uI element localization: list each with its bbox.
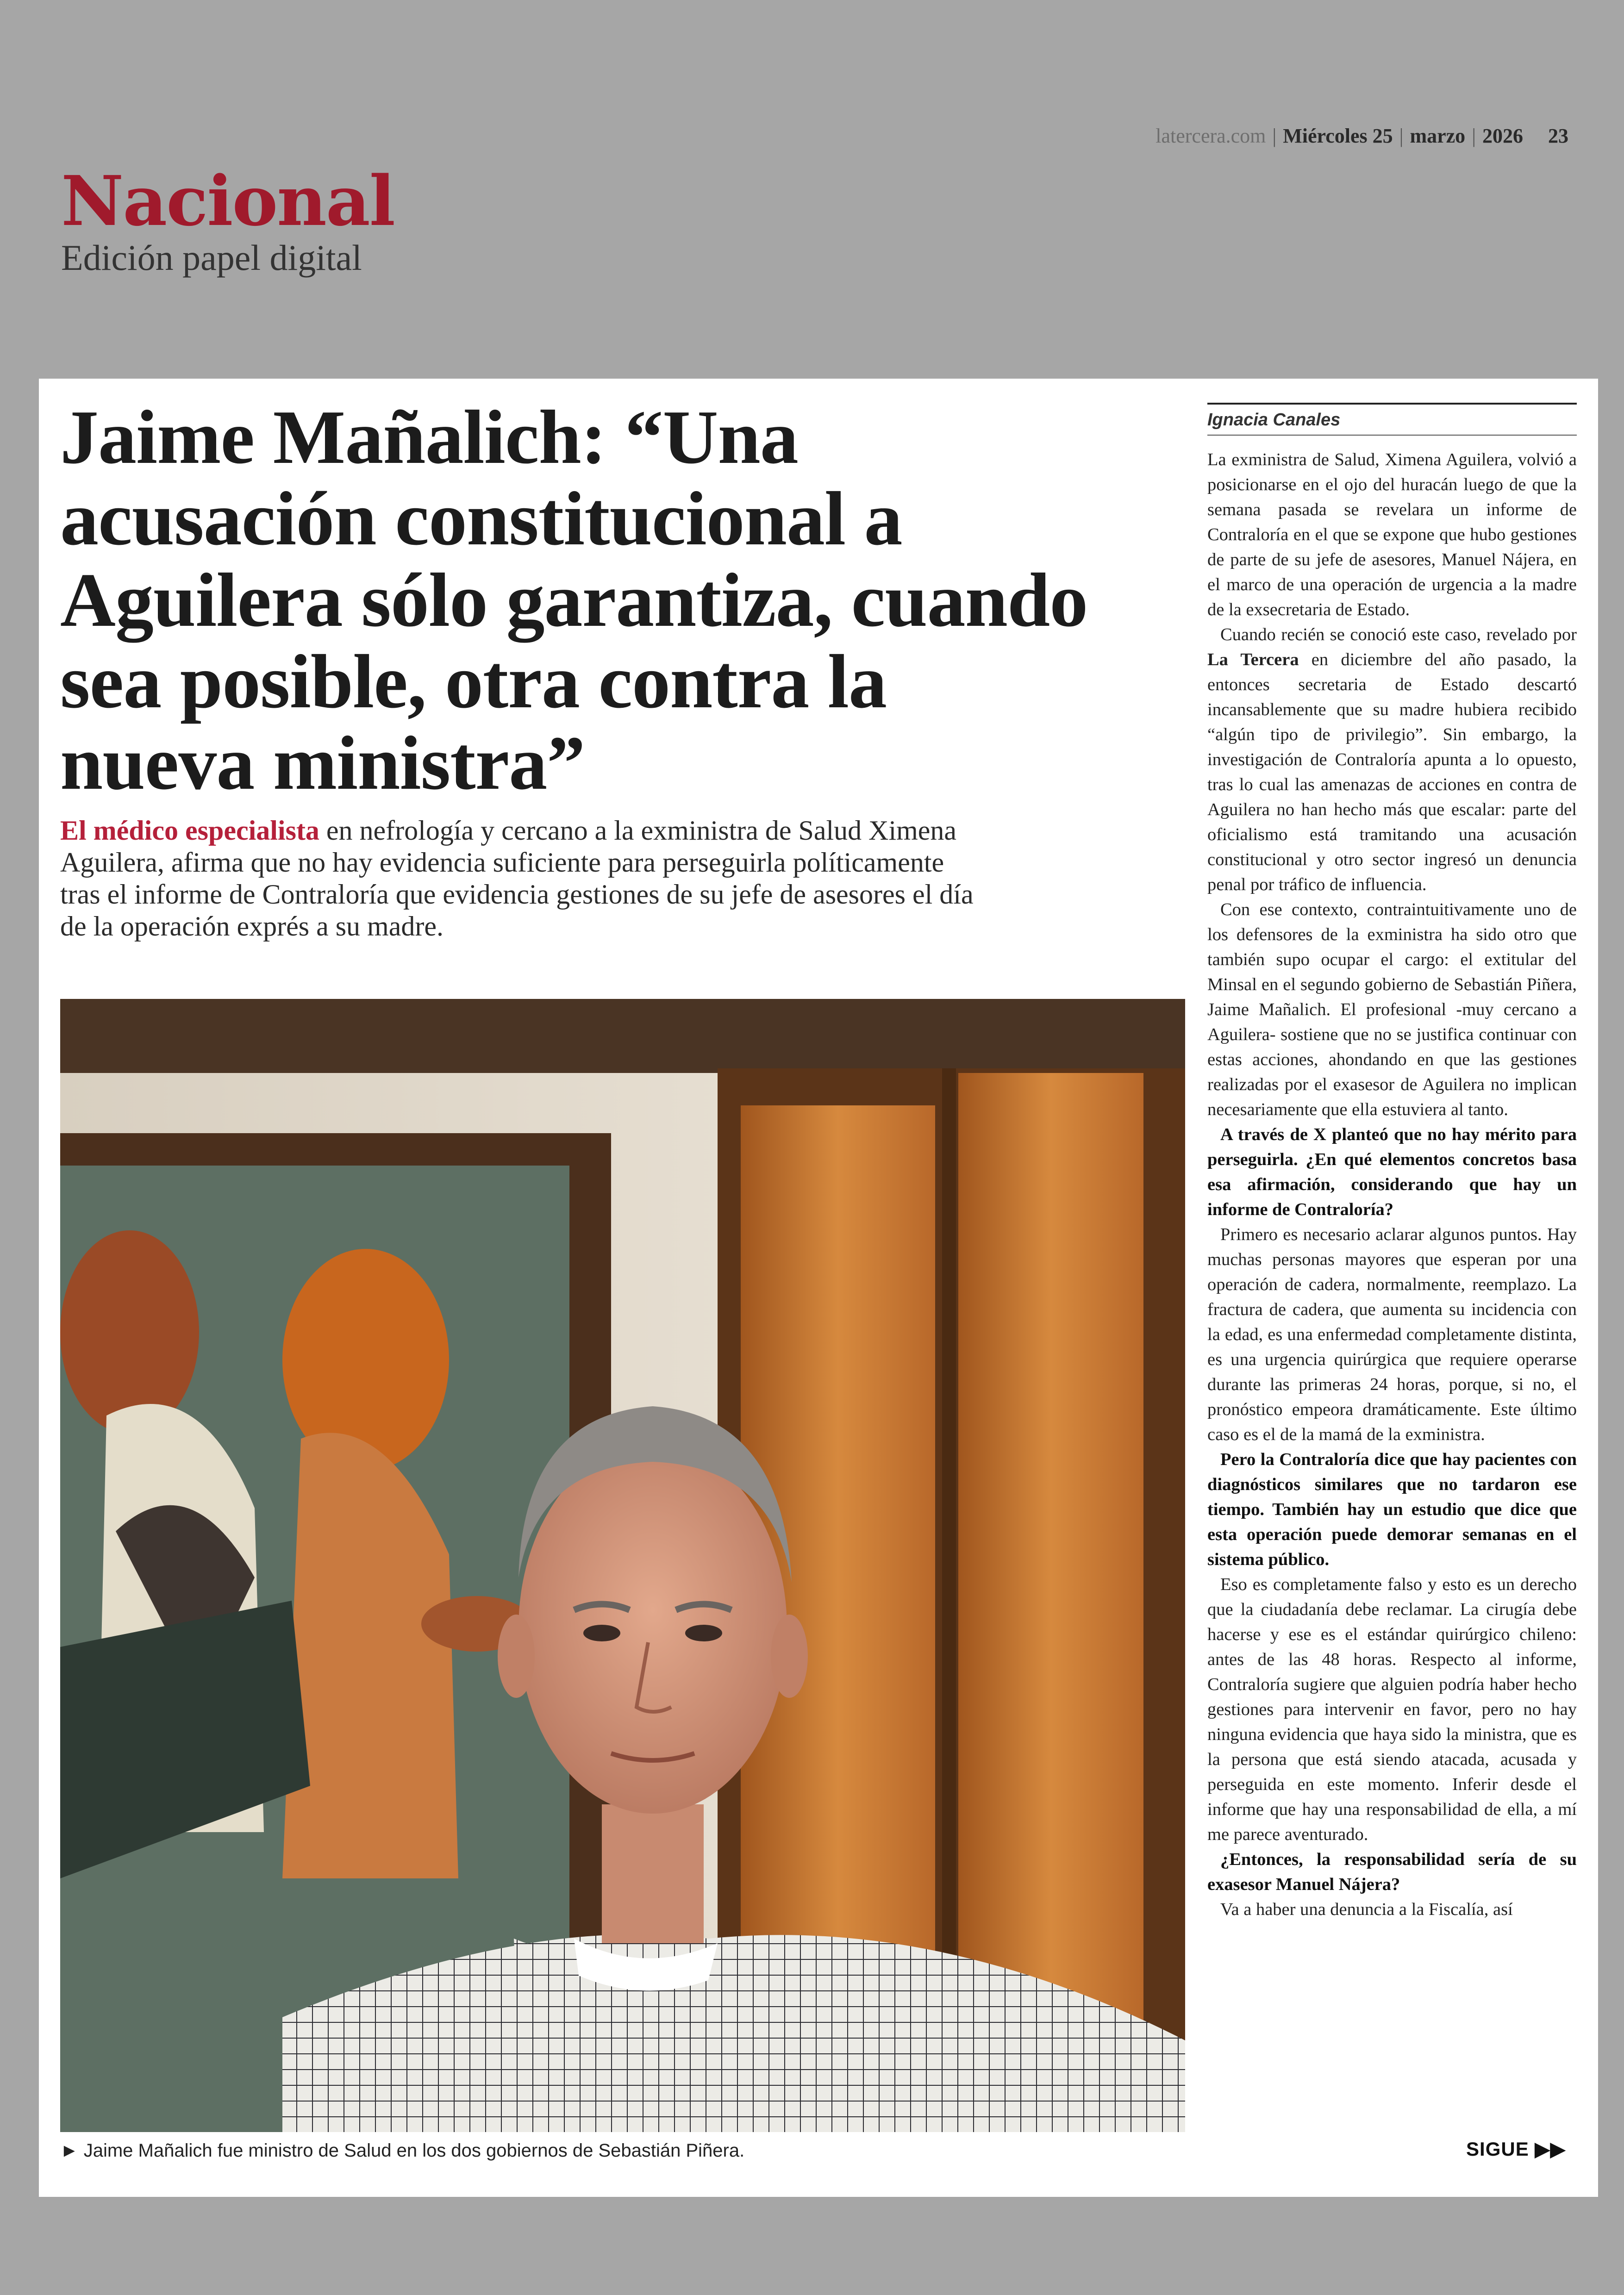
separator: |	[1472, 125, 1476, 147]
interview-question: ¿Entonces, la responsabilidad sería de su exasesor Manuel Nájera?	[1207, 1850, 1577, 1894]
paragraph-text: Cuando recién se conoció este caso, revelado por	[1220, 625, 1577, 644]
article-body	[1207, 447, 1577, 2132]
byline: Ignacia Canales	[1207, 403, 1577, 436]
interview-answer: Eso es completamente falso y esto es un derecho que la ciudadanía debe reclamar. La cirugía debe hacerse y ese es el estándar quirúrgico chileno: antes de las 48 horas. Respecto al informe, Contraloría sugiere que alguien podría haber hecho gestiones para intervenir en favor, pero no hay ninguna evidencia que haya sido la ministra, que es la persona que está siendo atacada, acusada y perseguida en este momento. Inferir desde el informe que hay una responsabilidad de ella, a mí me parece aventurado.	[1207, 1575, 1577, 1844]
paragraph: Con ese contexto, contraintuitivamente uno de los defensores de la exministra ha sido otro que también supo ocupar el cargo: el extitular del Minsal en el segundo gobierno de Sebastián Piñera, Jaime Mañalich. El profesional -muy cercano a Aguilera- sostiene que no se justifica continuar con estas acciones, ahondando en que las gestiones realizadas por el exasesor de Aguilera no implican necesariamente que ella estuviera al tanto.	[1207, 900, 1577, 1119]
paragraph	[1207, 622, 1577, 897]
section-title: Nacional	[61, 161, 394, 241]
continue-link[interactable]: SIGUE ▶▶	[1466, 2138, 1566, 2160]
interview-answer: Primero es necesario aclarar algunos puntos. Hay muchas personas mayores que esperan por una operación de cadera, normalmente, reemplazo. La fractura de cadera, que aumenta su incidencia con la edad, es una enfermedad completamente distinta, es una urgencia quirúrgica que requiere operarse durante las primeras 24 horas, porque, si no, el pronóstico empeora dramáticamente. Este último caso es el de la mamá de la exministra.	[1207, 1225, 1577, 1444]
date-year: 2026	[1482, 125, 1523, 147]
lede	[60, 815, 981, 942]
date-month: marzo	[1410, 125, 1466, 147]
interview-question: A través de X planteó que no hay mérito para perseguirla. ¿En qué elementos concretos basa esa afirmación, considerando que hay un informe de Contraloría?	[1207, 1125, 1577, 1219]
site-name[interactable]: latercera.com	[1156, 125, 1266, 147]
lede-text: en nefrología y cercano a la exministra de Salud Ximena Aguilera, afirma que no hay evidencia suficiente para perseguirla políticamente tras el informe de Contraloría que evidencia gestiones de su jefe de asesores el día de la operación exprés a su madre.	[60, 815, 974, 942]
portrait-photo	[60, 999, 1185, 2132]
separator: |	[1399, 125, 1404, 147]
paragraph-text: en diciembre del año pasado, la entonces secretaria de Estado descartó incansablemente que su madre hubiera recibido “algún tipo de privilegio”. Sin embargo, la investigación de Contraloría apunta a lo opuesto, tras lo cual las amenazas de acciones en contra de Aguilera no han hecho más que escalar: parte del oficialismo está tramitando una acusación constitucional y otro sector ingresó un denuncia penal por tráfico de influencia.	[1207, 650, 1577, 894]
interview-question: Pero la Contraloría dice que hay pacientes con diagnósticos similares que no tardaron ese tiempo. También hay un estudio que dice que esta operación puede demorar semanas en el sistema público.	[1207, 1450, 1577, 1569]
page-header-meta	[1156, 124, 1568, 148]
lede-accent: El médico especialista	[60, 815, 319, 846]
headline: Jaime Mañalich: “Una acusación constitucional a Aguilera sólo garantiza, cuando sea posible, otra contra la nueva ministra”	[60, 394, 1088, 805]
section-subtitle: Edición papel digital	[61, 237, 362, 278]
interview-answer: Va a haber una denuncia a la Fiscalía, así	[1220, 1900, 1513, 1919]
photo-caption: ► Jaime Mañalich fue ministro de Salud en los dos gobiernos de Sebastián Piñera.	[60, 2140, 745, 2161]
page-number: 23	[1548, 125, 1568, 147]
paragraph: La exministra de Salud, Ximena Aguilera, volvió a posicionarse en el ojo del huracán luego de que la semana pasada se revelara un informe de Contraloría en el que se expone que hubo gestiones de parte de su jefe de asesores, Manuel Nájera, en el marco de una operación de urgencia a la madre de la exsecretaria de Estado.	[1207, 450, 1577, 619]
article-sheet	[39, 379, 1598, 2197]
date-weekday: Miércoles 25	[1283, 125, 1393, 147]
newspaper-name: La Tercera	[1207, 650, 1299, 669]
separator: |	[1272, 125, 1277, 147]
